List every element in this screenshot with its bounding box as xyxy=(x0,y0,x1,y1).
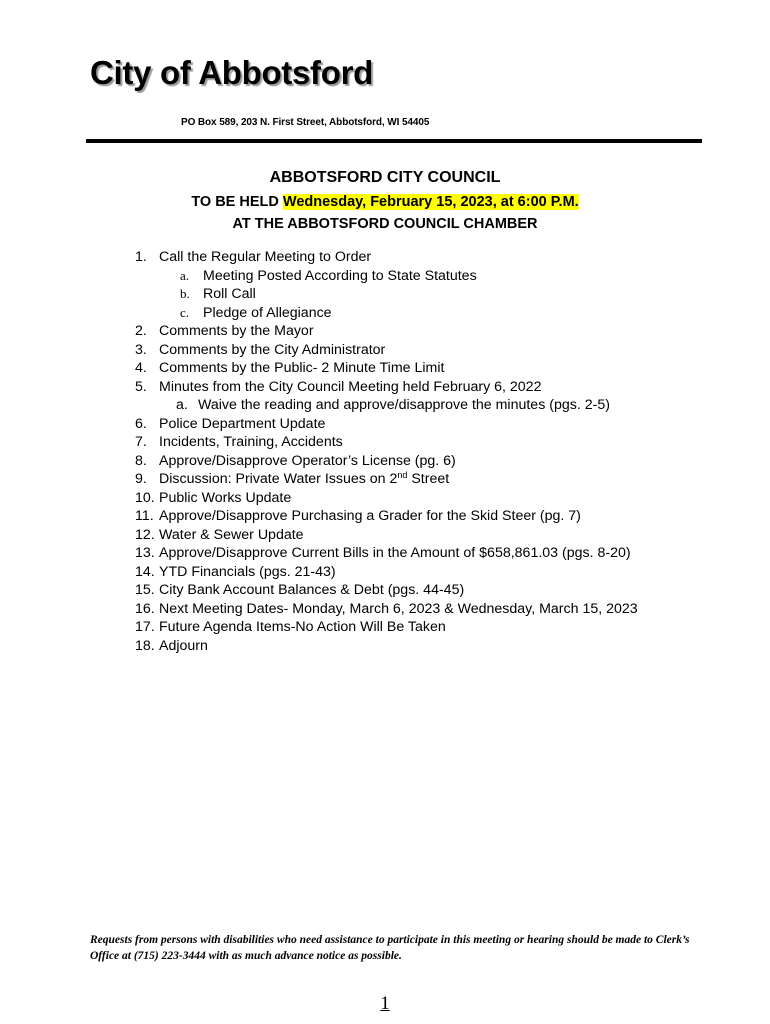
agenda-item-text: Police Department Update xyxy=(159,415,326,432)
accessibility-notice: Requests from persons with disabilities who need assistance to participate in this meeting or hearing should be made to Clerk’s Office at (715) 223-3444 with as much advance notice as possible. xyxy=(90,934,690,962)
held-prefix: TO BE HELD xyxy=(191,194,283,210)
agenda-item xyxy=(135,359,725,378)
agenda-list xyxy=(135,248,725,655)
city-title: City of Abbotsford xyxy=(90,54,373,91)
agenda-item-text: Comments by the Public- 2 Minute Time Limit xyxy=(159,360,445,376)
agenda-item-number: 4. xyxy=(135,360,147,376)
agenda-subitem-text: Pledge of Allegiance xyxy=(203,304,332,321)
agenda-item-number: 9. xyxy=(135,471,147,487)
meeting-location: AT THE ABBOTSFORD COUNCIL CHAMBER xyxy=(232,216,538,232)
agenda-item xyxy=(135,581,725,600)
agenda-item-number: 17. xyxy=(135,619,155,635)
agenda-item-number: 5. xyxy=(135,378,147,395)
agenda-item-text: Comments by the City Administrator xyxy=(159,341,386,358)
agenda-item-number: 13. xyxy=(135,545,155,561)
agenda-item-number: 18. xyxy=(135,637,155,654)
agenda-item-text-end: Street xyxy=(407,471,450,487)
agenda-item-number: 11. xyxy=(135,508,154,524)
header-divider xyxy=(86,139,702,143)
meeting-datetime-highlight: Wednesday, February 15, 2023, at 6:00 P.M. xyxy=(282,194,579,210)
agenda-item xyxy=(135,600,725,619)
agenda-subitem xyxy=(135,267,725,286)
agenda-subitem-letter: b. xyxy=(180,286,190,301)
agenda-item xyxy=(135,433,725,452)
agenda-item-text: Comments by the Mayor xyxy=(159,323,314,339)
agenda-item-text: Discussion: Private Water Issues on 2 xyxy=(159,471,398,487)
agenda-item xyxy=(135,322,725,341)
agenda-item-text: Approve/Disapprove Current Bills in the Amount of $658,861.03 (pgs. 8-20) xyxy=(159,545,631,561)
agenda-item-text: Future Agenda Items-No Action Will Be Taken xyxy=(159,619,446,635)
agenda-subitem-letter: a. xyxy=(180,267,190,283)
agenda-item-text: Incidents, Training, Accidents xyxy=(159,434,343,450)
agenda-item-text: Approve/Disapprove Operator’s License (pg. 6) xyxy=(159,452,456,469)
ordinal-suffix: nd xyxy=(397,470,408,480)
agenda-item xyxy=(135,415,725,434)
agenda-item xyxy=(135,526,725,545)
agenda-item xyxy=(135,452,725,471)
agenda-item-number: 8. xyxy=(135,452,147,469)
agenda-item-number: 15. xyxy=(135,582,155,598)
agenda-item-number: 2. xyxy=(135,323,147,339)
page-number: 1 xyxy=(380,993,390,1014)
agenda-item-text: City Bank Account Balances & Debt (pgs. 44-45) xyxy=(159,582,465,598)
agenda-item-number: 3. xyxy=(135,341,147,358)
city-address: PO Box 589, 203 N. First Street, Abbotsford, WI 54405 xyxy=(181,117,430,128)
agenda-subitem-text: Meeting Posted According to State Statutes xyxy=(203,267,477,284)
agenda-item xyxy=(135,489,725,508)
agenda-item xyxy=(135,248,725,267)
agenda-item-number: 7. xyxy=(135,434,147,450)
agenda-item xyxy=(135,470,725,489)
agenda-subitem-letter: c. xyxy=(180,304,190,320)
agenda-item-number: 16. xyxy=(135,600,155,617)
agenda-item-text: YTD Financials (pgs. 21-43) xyxy=(159,563,336,580)
agenda-item-text: Public Works Update xyxy=(159,489,292,506)
agenda-item-text: Next Meeting Dates- Monday, March 6, 2023 & Wednesday, March 15, 2023 xyxy=(159,600,638,617)
agenda-subitem-letter: a. xyxy=(176,397,188,413)
meeting-datetime-line xyxy=(0,192,770,212)
agenda-item-number: 6. xyxy=(135,415,147,432)
agenda-subitem-text: Roll Call xyxy=(203,286,256,302)
agenda-item xyxy=(135,341,725,360)
agenda-item-number: 14. xyxy=(135,563,155,580)
agenda-subitem xyxy=(135,304,725,323)
agenda-subitem-text: Waive the reading and approve/disapprove the minutes (pgs. 2-5) xyxy=(198,397,610,413)
agenda-subitem xyxy=(135,396,725,415)
agenda-item xyxy=(135,544,725,563)
agenda-item xyxy=(135,507,725,526)
agenda-item-text: Adjourn xyxy=(159,637,208,654)
agenda-item-text: Minutes from the City Council Meeting held February 6, 2022 xyxy=(159,378,542,395)
agenda-subitem xyxy=(135,285,725,304)
agenda-item-number: 10. xyxy=(135,489,155,506)
agenda-item-text: Water & Sewer Update xyxy=(159,526,304,543)
agenda-item-text: Call the Regular Meeting to Order xyxy=(159,249,372,265)
agenda-item xyxy=(135,563,725,582)
agenda-item-text: Approve/Disapprove Purchasing a Grader for the Skid Steer (pg. 7) xyxy=(159,508,581,524)
agenda-item-number: 1. xyxy=(135,249,147,265)
agenda-item-number: 12. xyxy=(135,526,155,543)
agenda-item xyxy=(135,378,725,397)
agenda-item xyxy=(135,618,725,637)
agenda-item xyxy=(135,637,725,656)
council-title: ABBOTSFORD CITY COUNCIL xyxy=(269,169,501,186)
